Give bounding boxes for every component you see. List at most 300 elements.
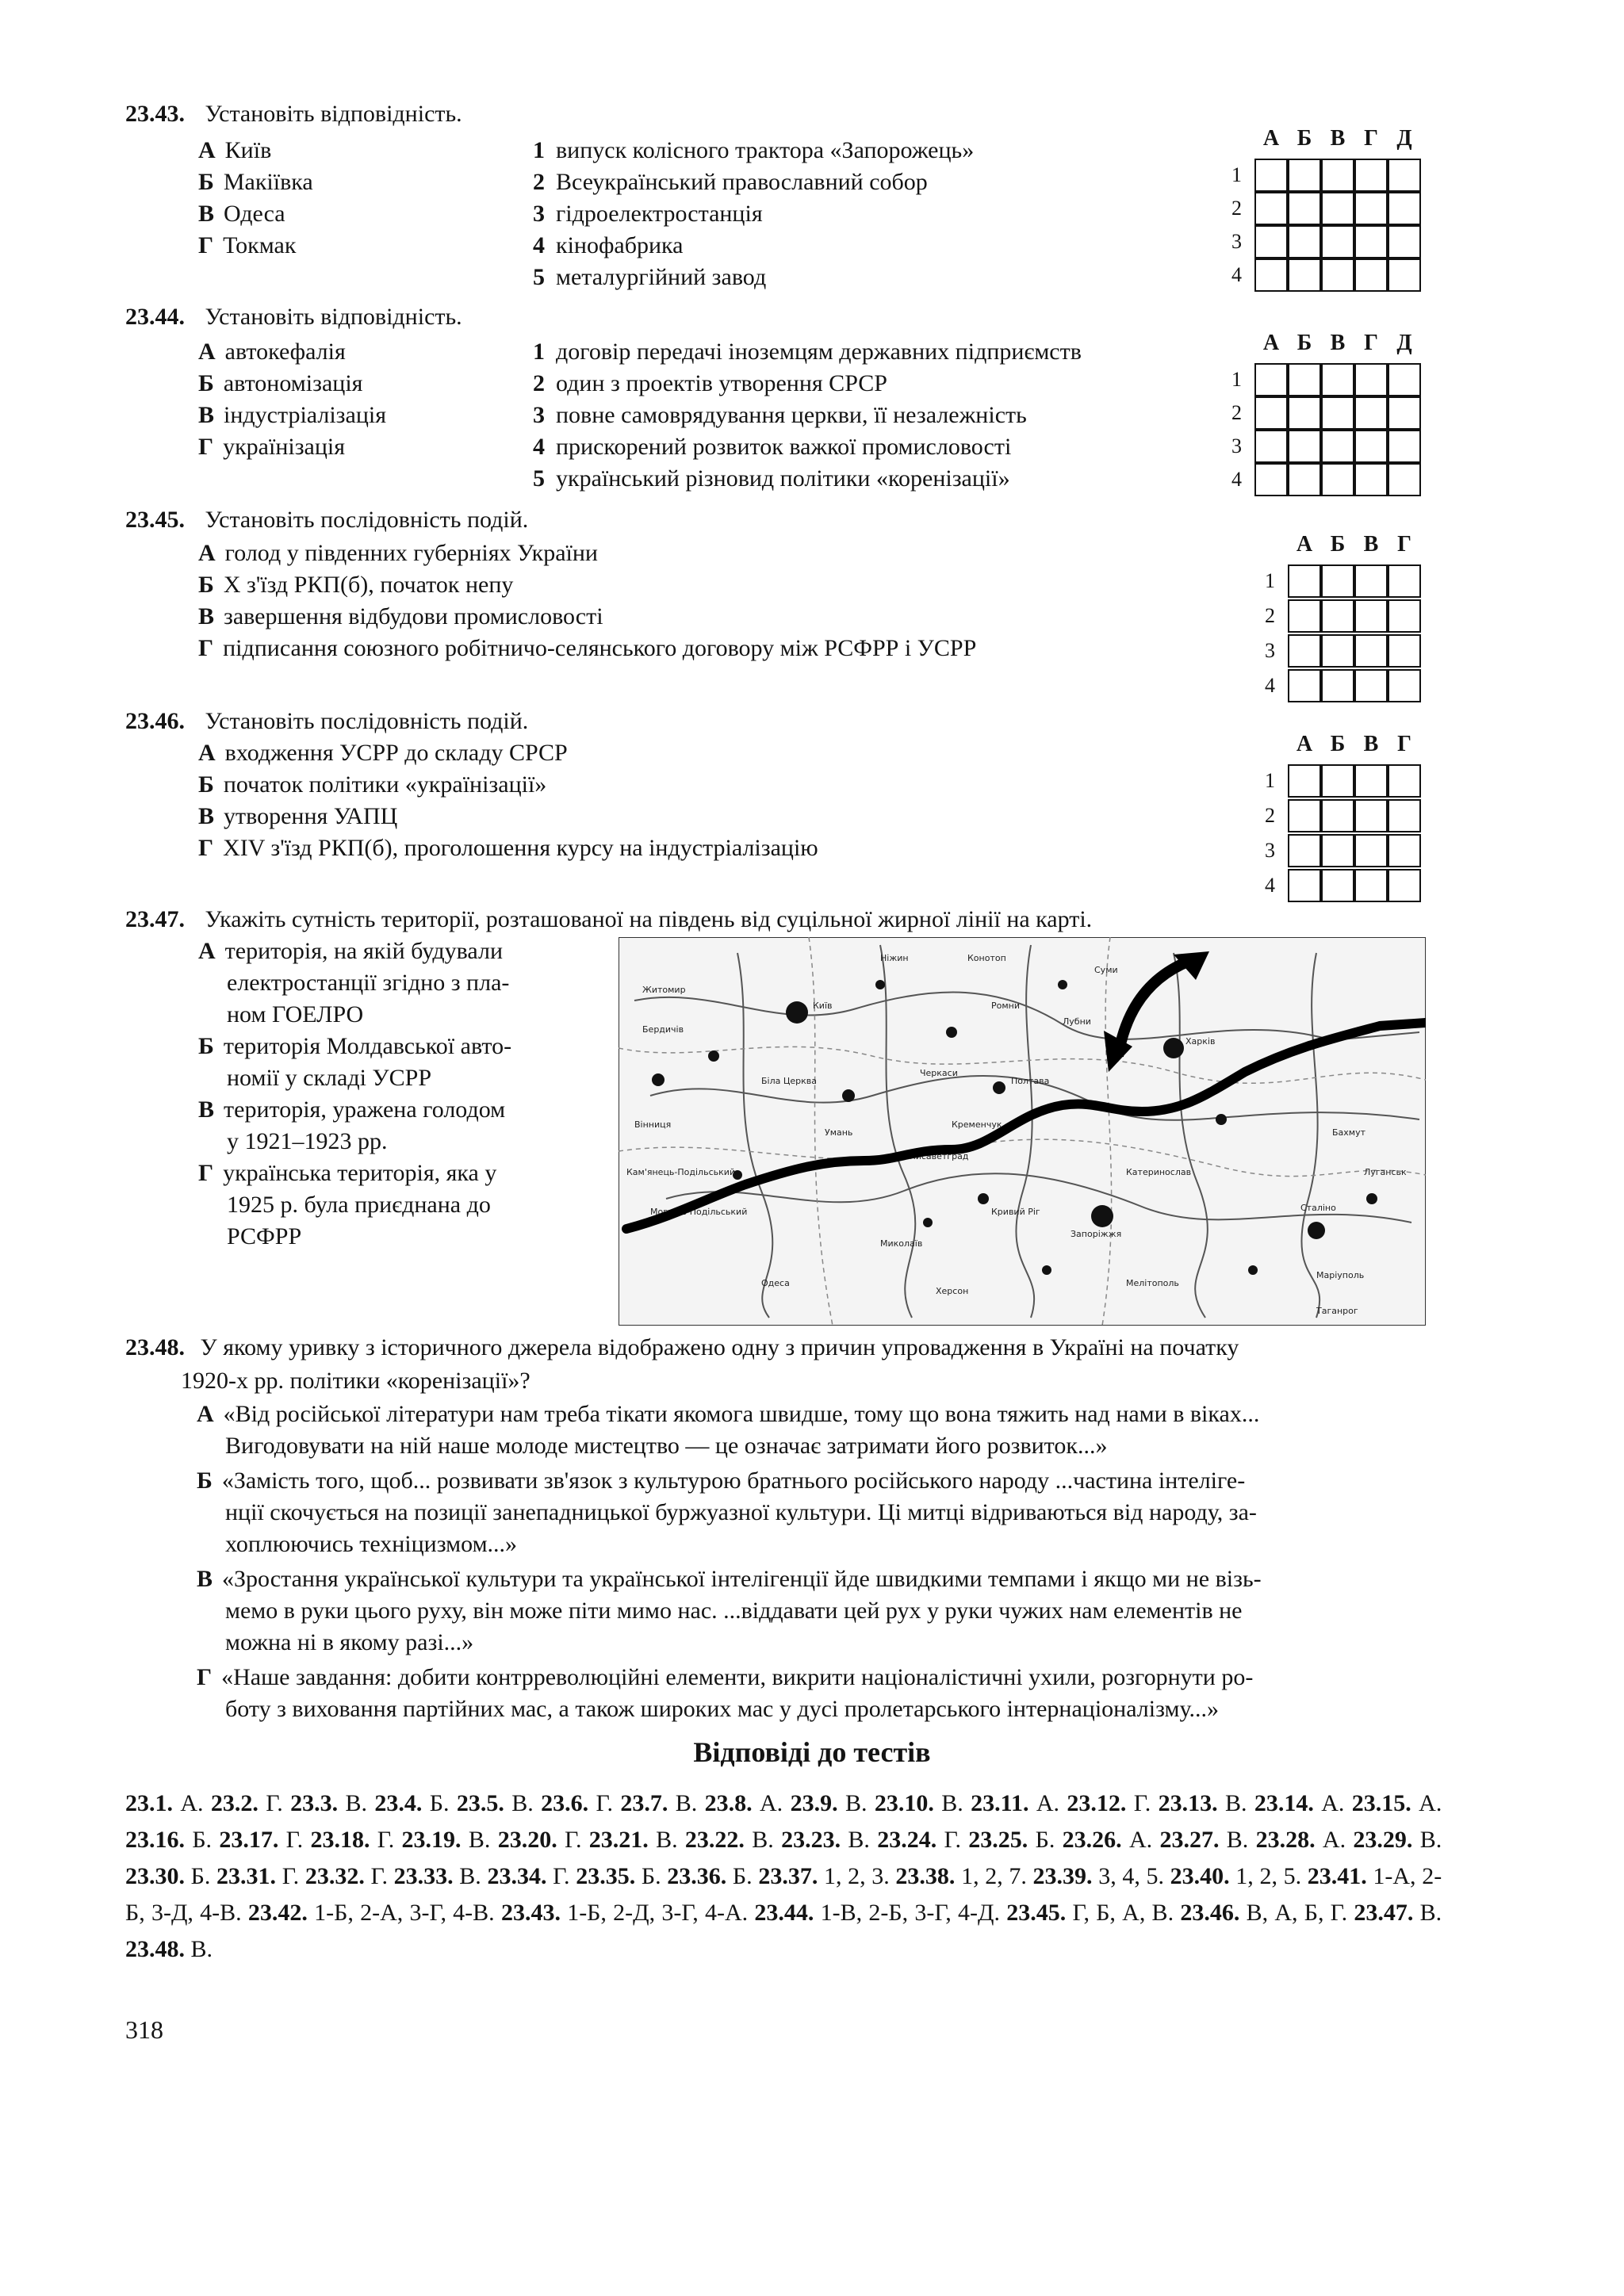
answer-question-number: 23.35. xyxy=(576,1863,636,1889)
question-prompt: У якому уривку з історичного джерела відображено одну з причин упровадження в Україні на початку xyxy=(200,1334,1239,1360)
svg-text:Вінниця xyxy=(634,1119,671,1130)
answer-value: А. xyxy=(1419,1790,1442,1816)
answer-item xyxy=(211,1790,283,1816)
answer-cell[interactable] xyxy=(1321,363,1354,396)
answer-cell[interactable] xyxy=(1354,430,1388,463)
question-number: 23.44. xyxy=(125,304,185,330)
answer-cell[interactable] xyxy=(1254,430,1288,463)
grid-col-label: А xyxy=(1296,532,1313,557)
question-number: 23.47. xyxy=(125,906,185,932)
answer-value: Г. xyxy=(282,1863,300,1889)
answer-value: В. xyxy=(345,1790,368,1816)
answer-value: А. xyxy=(180,1790,204,1816)
option-letter: А xyxy=(198,339,216,365)
map-label: Сталіно xyxy=(1300,1203,1336,1213)
answer-question-number: 23.11. xyxy=(971,1790,1029,1816)
option-row xyxy=(198,538,976,569)
answer-item xyxy=(1254,1790,1345,1816)
map-label: Вінниця xyxy=(634,1119,672,1130)
answer-cell[interactable] xyxy=(1288,564,1321,598)
option-text: електростанції згідно з пла- xyxy=(227,970,510,996)
option-letter: Б xyxy=(198,771,214,798)
map-label: Черкаси xyxy=(920,1068,958,1078)
answer-item xyxy=(1006,1900,1174,1926)
grid-row-label: 1 xyxy=(1265,569,1275,592)
grid-col-label: В xyxy=(1330,126,1346,151)
answer-value: В. xyxy=(1224,1790,1247,1816)
answer-cell[interactable] xyxy=(1354,225,1388,258)
answer-cell[interactable] xyxy=(1354,634,1388,668)
option-row xyxy=(198,936,511,1031)
answer-item xyxy=(541,1790,613,1816)
answer-cell[interactable] xyxy=(1321,764,1354,798)
answer-value: А. xyxy=(1322,1827,1346,1853)
answer-question-number: 23.19. xyxy=(401,1827,462,1853)
option-letter: А xyxy=(198,137,216,163)
option-text: Макіївка xyxy=(223,169,313,195)
answer-question-number: 23.48. xyxy=(125,1936,185,1962)
match-number: 4 xyxy=(533,232,545,258)
answer-question-number: 23.40. xyxy=(1170,1863,1230,1889)
option-row xyxy=(198,368,386,400)
answer-question-number: 23.8. xyxy=(704,1790,753,1816)
answer-value: В. xyxy=(511,1790,534,1816)
option-row xyxy=(197,1662,1262,1725)
map-label: Миколаїв xyxy=(880,1238,923,1249)
answer-question-number: 23.16. xyxy=(125,1827,185,1853)
match-text: випуск колісного трактора «Запорожець» xyxy=(556,137,975,163)
answer-value: Г. xyxy=(370,1863,388,1889)
answer-cell[interactable] xyxy=(1288,430,1321,463)
option-text: Вигодовувати на ній наше молоде мистецтво — це означає затримати його розвиток...» xyxy=(225,1433,1108,1459)
answer-cell[interactable] xyxy=(1354,564,1388,598)
answer-value: В. xyxy=(656,1827,678,1853)
grid-col-label: Г xyxy=(1397,732,1411,756)
answer-cell[interactable] xyxy=(1388,430,1421,463)
option-text: «Зростання української культури та української інтелігенції йде швидкими темпами і якщо ми не візь- xyxy=(222,1566,1262,1592)
answer-cell[interactable] xyxy=(1254,258,1288,292)
option-row xyxy=(198,135,313,166)
answer-item xyxy=(667,1863,752,1889)
answer-cell[interactable] xyxy=(1288,599,1321,633)
option-row xyxy=(198,1158,511,1253)
answer-question-number: 23.14. xyxy=(1254,1790,1314,1816)
option-letter: Г xyxy=(197,1664,213,1690)
answer-question-number: 23.44. xyxy=(754,1900,814,1926)
match-text: прискорений розвиток важкої промисловості xyxy=(556,434,1012,460)
answer-value: 1-Б, 2-Д, 3-Г, 4-А. xyxy=(567,1900,749,1926)
question-header xyxy=(125,706,528,737)
answer-question-number: 23.38. xyxy=(895,1863,956,1889)
answer-item xyxy=(374,1790,449,1816)
map-label: Херсон xyxy=(936,1286,969,1296)
answer-value: Б. xyxy=(190,1863,211,1889)
answer-cell[interactable] xyxy=(1388,396,1421,430)
grid-row-label: 2 xyxy=(1265,804,1275,827)
answer-item xyxy=(219,1827,303,1853)
answer-question-number: 23.28. xyxy=(1255,1827,1316,1853)
svg-text:Кам'янець-Подільський xyxy=(626,1167,735,1177)
match-number: 1 xyxy=(533,137,545,163)
grid-row-label: 2 xyxy=(1231,401,1242,424)
answer-item xyxy=(457,1790,534,1816)
option-text: індустріалізація xyxy=(224,402,387,428)
question-header xyxy=(125,98,462,130)
grid-row-label: 1 xyxy=(1231,163,1242,186)
answer-value: В. xyxy=(845,1790,868,1816)
answer-cell[interactable] xyxy=(1288,799,1321,832)
option-letter: Б xyxy=(198,572,214,598)
option-row xyxy=(198,400,386,431)
option-text: «Замість того, щоб... розвивати зв'язок з культурою братнього російського народу ...частина інтеліге- xyxy=(221,1468,1246,1494)
answer-item xyxy=(125,1790,204,1816)
answer-item xyxy=(1353,1827,1442,1853)
answer-question-number: 23.9. xyxy=(790,1790,838,1816)
answer-cell[interactable] xyxy=(1388,564,1421,598)
answer-question-number: 23.21. xyxy=(588,1827,649,1853)
question-prompt: Установіть послідовність подій. xyxy=(205,507,529,533)
answer-question-number: 23.3. xyxy=(290,1790,339,1816)
option-row xyxy=(198,633,976,664)
question-number: 23.46. xyxy=(125,708,185,734)
answer-value: 1, 2, 3. xyxy=(823,1863,890,1889)
answer-cell[interactable] xyxy=(1288,463,1321,496)
answer-question-number: 23.10. xyxy=(874,1790,934,1816)
answer-cell[interactable] xyxy=(1388,764,1421,798)
option-text: мемо в руки цього руху, він може піти мимо нас. ...віддавати цей рух у руки чужих нам елементів не xyxy=(225,1598,1243,1624)
answer-question-number: 23.31. xyxy=(216,1863,277,1889)
answer-cell[interactable] xyxy=(1354,599,1388,633)
answer-item xyxy=(1033,1863,1164,1889)
option-letter: В xyxy=(198,603,215,629)
answer-question-number: 23.29. xyxy=(1353,1827,1413,1853)
answer-cell[interactable] xyxy=(1388,363,1421,396)
option-text: українізація xyxy=(223,434,346,460)
answer-cell[interactable] xyxy=(1354,192,1388,225)
grid-col-label: Б xyxy=(1297,331,1312,355)
option-letter: А xyxy=(197,1401,214,1427)
answer-value: 1, 2, 7. xyxy=(961,1863,1027,1889)
answer-cell[interactable] xyxy=(1388,634,1421,668)
option-text: хоплюючись техніцизмом...» xyxy=(225,1531,518,1557)
grid-col-label: Г xyxy=(1364,126,1378,151)
answer-item xyxy=(290,1790,367,1816)
answer-cell[interactable] xyxy=(1254,363,1288,396)
answer-cell[interactable] xyxy=(1288,634,1321,668)
option-letter: А xyxy=(198,740,216,766)
answer-cell[interactable] xyxy=(1388,869,1421,902)
answer-question-number: 23.46. xyxy=(1180,1900,1240,1926)
answer-cell[interactable] xyxy=(1254,225,1288,258)
grid-col-label: Д xyxy=(1396,331,1412,355)
svg-text:Ніжин xyxy=(880,953,909,963)
answer-cell[interactable] xyxy=(1354,799,1388,832)
answer-question-number: 23.23. xyxy=(781,1827,841,1853)
answer-item xyxy=(125,1936,213,1962)
options-list xyxy=(198,538,976,664)
option-letter: Г xyxy=(198,635,214,661)
answer-value: 1, 2, 5. xyxy=(1235,1863,1302,1889)
answer-cell[interactable] xyxy=(1288,258,1321,292)
answer-cell[interactable] xyxy=(1321,634,1354,668)
option-row xyxy=(197,1399,1262,1462)
city-zaporizhzhia xyxy=(1091,1205,1113,1227)
answer-item xyxy=(1180,1900,1347,1926)
answer-value: А. xyxy=(1036,1790,1059,1816)
answer-cell[interactable] xyxy=(1321,225,1354,258)
option-text: входження УСРР до складу СРСР xyxy=(224,740,568,766)
answer-cell[interactable] xyxy=(1321,258,1354,292)
option-letter: Г xyxy=(198,434,214,460)
grid-row-label: 4 xyxy=(1265,874,1275,897)
answer-item xyxy=(877,1827,961,1853)
answer-item xyxy=(758,1863,889,1889)
option-row xyxy=(198,769,818,801)
answer-question-number: 23.27. xyxy=(1159,1827,1220,1853)
answer-cell[interactable] xyxy=(1388,834,1421,867)
answer-cell[interactable] xyxy=(1321,564,1354,598)
option-text: Одеса xyxy=(224,201,285,227)
grid-row-label: 2 xyxy=(1265,604,1275,627)
match-text: Всеукраїнський православний собор xyxy=(556,169,928,195)
match-row xyxy=(533,135,974,166)
answer-question-number: 23.34. xyxy=(487,1863,547,1889)
grid-col-label: Б xyxy=(1330,532,1346,557)
answer-cell[interactable] xyxy=(1288,192,1321,225)
answer-cell[interactable] xyxy=(1254,463,1288,496)
answer-value: В. xyxy=(675,1790,698,1816)
answer-question-number: 23.7. xyxy=(620,1790,668,1816)
answer-question-number: 23.37. xyxy=(758,1863,818,1889)
map-label: Єлисаветград xyxy=(904,1151,969,1161)
answer-cell[interactable] xyxy=(1321,463,1354,496)
option-text: утворення УАПЦ xyxy=(224,803,398,829)
grid-col-label: Б xyxy=(1297,126,1312,151)
answer-cell[interactable] xyxy=(1321,799,1354,832)
svg-text:Херсон xyxy=(936,1286,968,1296)
map-label: Суми xyxy=(1094,965,1118,975)
answer-cell[interactable] xyxy=(1321,159,1354,192)
option-text: нції скочується на позиції занепадницької буржуазної культури. Ці митці відриваються від народу, за- xyxy=(225,1499,1257,1525)
answer-cell[interactable] xyxy=(1288,396,1321,430)
answer-value: Г. xyxy=(285,1827,304,1853)
map-label: Катеринослав xyxy=(1126,1167,1192,1177)
answer-cell[interactable] xyxy=(1388,669,1421,702)
answer-value: В. xyxy=(1419,1900,1442,1926)
answer-cell[interactable] xyxy=(1321,669,1354,702)
answer-question-number: 23.22. xyxy=(684,1827,745,1853)
answer-item xyxy=(895,1863,1026,1889)
grid-row-label: 3 xyxy=(1231,434,1242,457)
option-row xyxy=(198,230,313,262)
svg-text:Ромни xyxy=(991,1001,1020,1011)
answer-item xyxy=(1170,1863,1301,1889)
answer-value: В. xyxy=(468,1827,491,1853)
answer-cell[interactable] xyxy=(1388,159,1421,192)
map-label: Житомир xyxy=(642,985,686,995)
map-label: Луганськ xyxy=(1364,1167,1407,1177)
answer-question-number: 23.1. xyxy=(125,1790,173,1816)
match-row xyxy=(533,198,974,230)
answer-cell[interactable] xyxy=(1354,869,1388,902)
map-label: Могилів-Подільський xyxy=(650,1207,748,1217)
answer-value: Б. xyxy=(1035,1827,1055,1853)
match-number: 4 xyxy=(533,434,545,460)
answer-cell[interactable] xyxy=(1288,834,1321,867)
question-prompt: Укажіть сутність території, розташованої на південь від суцільної жирної лінії на карті. xyxy=(205,906,1093,932)
grid-col-label: Г xyxy=(1397,532,1411,557)
answer-item xyxy=(1352,1790,1442,1816)
answer-cell[interactable] xyxy=(1388,463,1421,496)
match-text: договір передачі іноземцям державних підприємств xyxy=(556,339,1082,365)
svg-text:Таганрог xyxy=(1316,1306,1358,1316)
option-row xyxy=(197,1465,1262,1560)
option-text: боту з виховання партійних мас, а також широких мас у дусі пролетарського інтернаціоналізму...» xyxy=(225,1696,1220,1722)
answer-cell[interactable] xyxy=(1321,869,1354,902)
answer-value: В. xyxy=(941,1790,963,1816)
answer-cell[interactable] xyxy=(1321,192,1354,225)
answer-cell[interactable] xyxy=(1321,430,1354,463)
answer-value: Г. xyxy=(565,1827,582,1853)
answer-item xyxy=(875,1790,963,1816)
match-number: 5 xyxy=(533,465,545,492)
page-number: 318 xyxy=(125,2015,163,2044)
answer-cell[interactable] xyxy=(1354,463,1388,496)
answer-cell[interactable] xyxy=(1388,192,1421,225)
map-label: Кривий Ріг xyxy=(991,1207,1040,1217)
svg-text:Бахмут xyxy=(1332,1127,1366,1138)
option-text: завершення відбудови промисловості xyxy=(224,603,603,629)
answer-value: В. xyxy=(752,1827,774,1853)
answer-cell[interactable] xyxy=(1388,225,1421,258)
option-row xyxy=(198,569,976,601)
answer-cell[interactable] xyxy=(1388,599,1421,633)
answer-cell[interactable] xyxy=(1354,258,1388,292)
option-letter: А xyxy=(198,938,216,964)
answer-cell[interactable] xyxy=(1321,834,1354,867)
answer-cell[interactable] xyxy=(1288,764,1321,798)
answer-value: В, А, Б, Г. xyxy=(1246,1900,1348,1926)
answer-cell[interactable] xyxy=(1254,396,1288,430)
answer-cell[interactable] xyxy=(1254,192,1288,225)
answer-question-number: 23.4. xyxy=(374,1790,423,1816)
answer-cell[interactable] xyxy=(1354,764,1388,798)
answer-cell[interactable] xyxy=(1321,396,1354,430)
answer-cell[interactable] xyxy=(1288,869,1321,902)
svg-text:Харків xyxy=(1185,1036,1215,1047)
answer-item xyxy=(685,1827,774,1853)
answer-item xyxy=(576,1863,661,1889)
answer-cell[interactable] xyxy=(1354,669,1388,702)
svg-text:Одеса xyxy=(761,1278,790,1288)
match-text: український різновид політики «коренізації» xyxy=(556,465,1010,492)
answer-question-number: 23.13. xyxy=(1158,1790,1218,1816)
answer-cell[interactable] xyxy=(1288,363,1321,396)
svg-text:Суми xyxy=(1094,965,1118,975)
grid-col-label: В xyxy=(1330,331,1346,355)
option-letter: В xyxy=(198,1096,215,1123)
answer-value: 3, 4, 5. xyxy=(1098,1863,1164,1889)
svg-text:Миколаїв xyxy=(880,1238,922,1249)
answer-question-number: 23.18. xyxy=(310,1827,370,1853)
option-row xyxy=(198,431,386,463)
answer-cell[interactable] xyxy=(1288,159,1321,192)
answer-value: А. xyxy=(760,1790,783,1816)
option-row xyxy=(198,1094,511,1158)
option-letter: В xyxy=(197,1566,213,1592)
question-number: 23.45. xyxy=(125,507,185,533)
grid-col-label: Д xyxy=(1396,126,1412,151)
answer-item xyxy=(305,1863,388,1889)
answer-cell[interactable] xyxy=(1354,363,1388,396)
match-text: кінофабрика xyxy=(556,232,684,258)
answer-item xyxy=(501,1900,748,1926)
svg-text:Черкаси xyxy=(920,1068,958,1078)
answer-value: Г, Б, А, В. xyxy=(1072,1900,1174,1926)
city-kharkiv xyxy=(1163,1038,1184,1058)
answer-item xyxy=(216,1863,299,1889)
answer-value: В. xyxy=(190,1936,213,1962)
question-header xyxy=(125,904,1092,936)
right-column xyxy=(533,336,1082,495)
grid-row-label: 2 xyxy=(1231,197,1242,220)
answer-value: А. xyxy=(1321,1790,1345,1816)
option-row xyxy=(198,601,976,633)
match-row xyxy=(533,368,1082,400)
answers-list xyxy=(125,1785,1442,1968)
match-number: 2 xyxy=(533,370,545,396)
options-list xyxy=(198,936,511,1253)
match-row xyxy=(533,166,974,198)
grid-col-label: Б xyxy=(1330,732,1346,756)
answer-cell[interactable] xyxy=(1388,258,1421,292)
map-label: Одеса xyxy=(761,1278,790,1288)
answer-cell[interactable] xyxy=(1321,599,1354,633)
answer-cell[interactable] xyxy=(1354,834,1388,867)
answer-item xyxy=(498,1827,582,1853)
answer-cell[interactable] xyxy=(1354,396,1388,430)
map-label: Харків xyxy=(1185,1036,1216,1047)
answer-value: Г. xyxy=(596,1790,613,1816)
grid-col-label: Г xyxy=(1364,331,1378,355)
option-text: автокефалія xyxy=(224,339,346,365)
answer-cell[interactable] xyxy=(1388,799,1421,832)
grid-col-label: А xyxy=(1296,732,1313,756)
answer-value: 1-Б, 2-А, 3-Г, 4-В. xyxy=(314,1900,495,1926)
grid-col-label: В xyxy=(1363,732,1379,756)
option-text: голод у південних губерніях України xyxy=(224,540,598,566)
left-column xyxy=(198,135,313,262)
option-text: XIV з'їзд РКП(б), проголошення курсу на індустріалізацію xyxy=(223,835,818,861)
map-label: Кам'янець-Подільський xyxy=(626,1167,736,1177)
answer-cell[interactable] xyxy=(1288,225,1321,258)
answer-item xyxy=(781,1827,870,1853)
answer-value: В. xyxy=(459,1863,481,1889)
option-text: підписання союзного робітничо-селянського договору між РСФРР і УСРР xyxy=(223,635,977,661)
option-text: РСФРР xyxy=(227,1223,302,1249)
answer-question-number: 23.5. xyxy=(456,1790,504,1816)
answer-cell[interactable] xyxy=(1354,159,1388,192)
svg-text:Кременчук xyxy=(952,1119,1002,1130)
answer-cell[interactable] xyxy=(1254,159,1288,192)
question-prompt: Установіть відповідність. xyxy=(205,304,462,330)
answer-value: В. xyxy=(1226,1827,1249,1853)
answer-question-number: 23.32. xyxy=(304,1863,365,1889)
answer-item xyxy=(971,1790,1059,1816)
answer-question-number: 23.24. xyxy=(877,1827,937,1853)
answer-question-number: 23.30. xyxy=(125,1863,185,1889)
answer-cell[interactable] xyxy=(1288,669,1321,702)
